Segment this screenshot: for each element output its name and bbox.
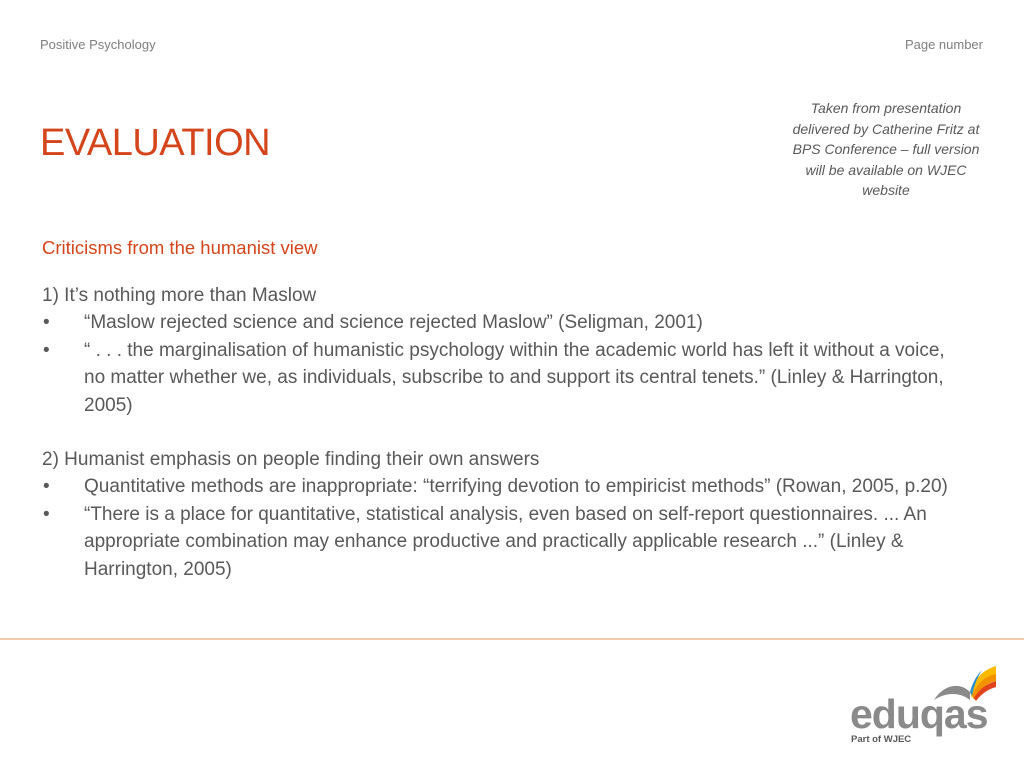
source-note: Taken from presentation delivered by Catherine Fritz at BPS Conference – full version will be available on WJEC website [792, 100, 980, 198]
bullet-item [42, 473, 962, 500]
logo-wordmark: eduqas [850, 691, 988, 737]
header-page-number: Page number [904, 37, 983, 52]
logo-tagline: Part of WJEC [851, 734, 912, 745]
bullet-icon: • [43, 339, 50, 361]
bullet-text: “ . . . the marginalisation of humanistic psychology within the academic world has left it without a voice, no matter whether we, as individuals, subscribe to and support its central tenets.” (Linley & Harrington, 2005) [84, 339, 945, 416]
criticism-heading: 1) It’s nothing more than Maslow [42, 285, 317, 306]
bullet-item [42, 337, 962, 419]
bullet-icon: • [43, 312, 50, 334]
footer-divider [0, 638, 1024, 640]
header-course-title: Positive Psychology [40, 37, 156, 52]
slide-content [42, 282, 962, 583]
criticism-section-2 [42, 446, 962, 583]
bullet-text: Quantitative methods are inappropriate: “terrifying devotion to empiricist methods” (Rowan, 2005, p.20) [84, 476, 948, 498]
bullet-item [42, 501, 962, 583]
bullet-item [42, 309, 962, 336]
slide-title: EVALUATION [40, 122, 271, 164]
slide-subheading: Criticisms from the humanist view [42, 237, 318, 258]
criticism-section-1 [42, 282, 962, 419]
bullet-text: “Maslow rejected science and science rejected Maslow” (Seligman, 2001) [84, 312, 703, 334]
eduqas-logo [846, 662, 1002, 744]
bullet-text: “There is a place for quantitative, statistical analysis, even based on self-report questionnaires. ... An appropriate combination may enhance productive and practically applicable research ...” (Linley & Harrington, 2005) [84, 503, 927, 580]
bullet-icon: • [43, 503, 50, 525]
criticism-heading: 2) Humanist emphasis on people finding their own answers [42, 449, 540, 471]
bullet-icon: • [43, 476, 50, 498]
